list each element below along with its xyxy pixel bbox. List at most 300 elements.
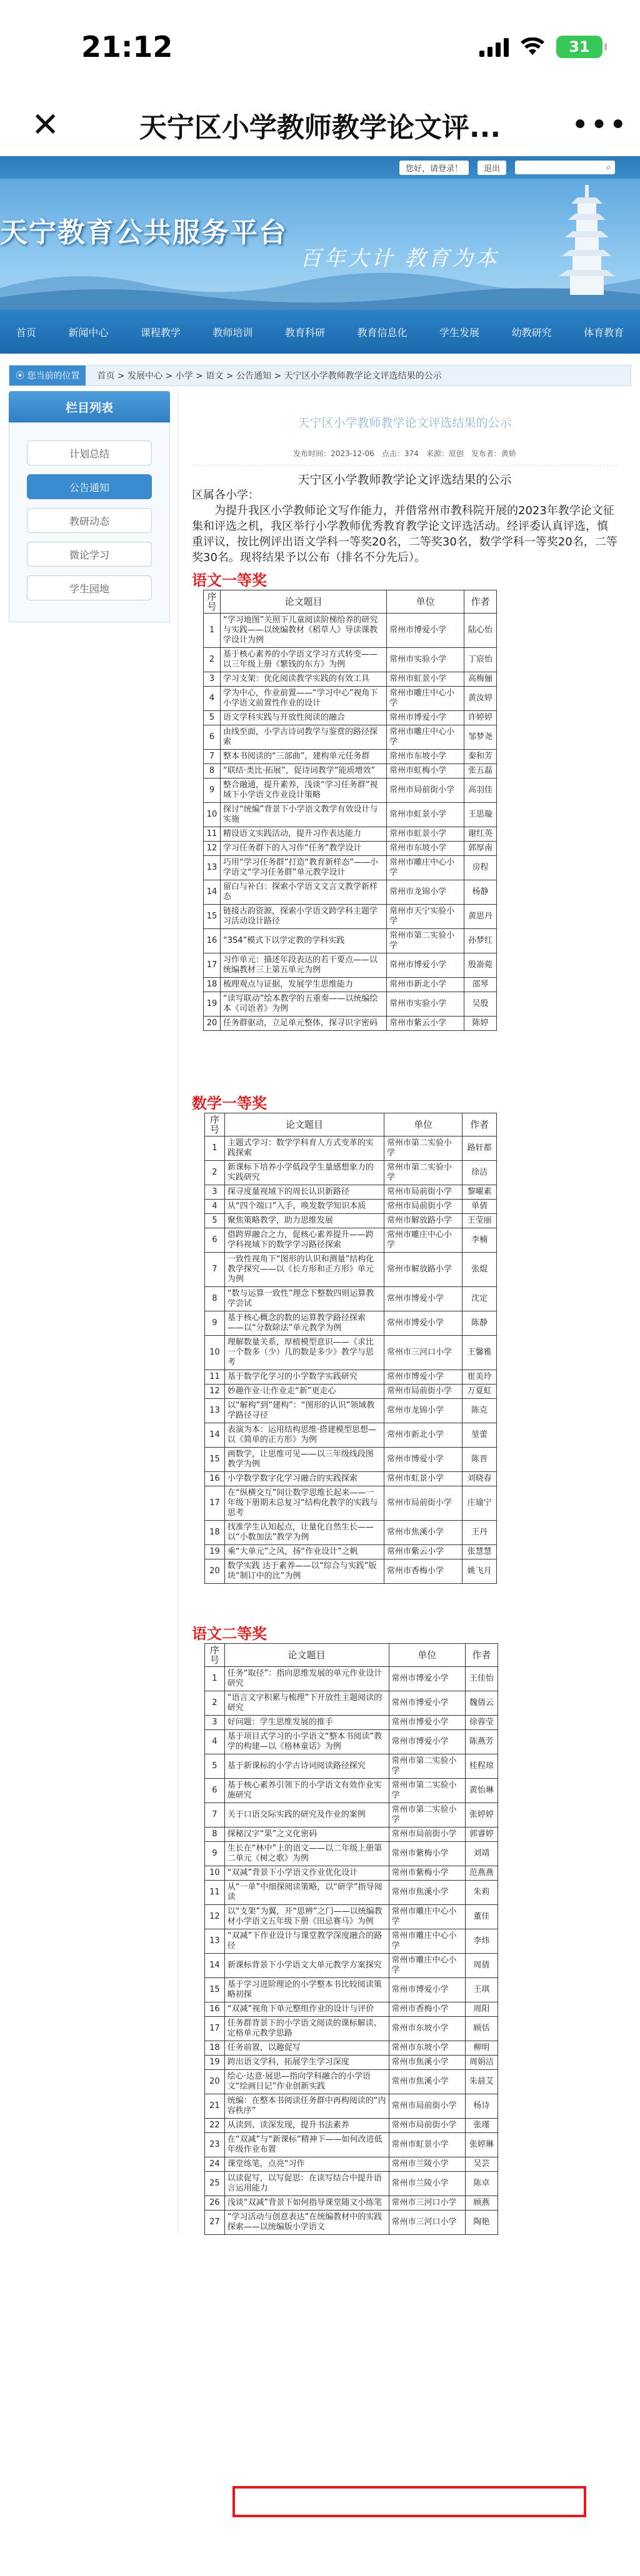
row-number: 20 (204, 1017, 221, 1031)
school-unit: 常州市博爱小学 (384, 1287, 462, 1311)
school-unit: 常州市第二实验小学 (389, 1803, 465, 1828)
school-unit: 常州市局前街小学 (384, 1185, 462, 1200)
main-menu (0, 310, 640, 354)
paper-title: 跨出语文学科，拓展学生学习深度 (224, 2056, 389, 2070)
row-number: 3 (204, 672, 221, 687)
paper-title: 链接古韵资源，探索小学语文跨学科主题学习活动设计路径 (221, 905, 387, 929)
author-name: 周倩 (465, 1954, 498, 1978)
author-name: 沈定 (462, 1287, 497, 1311)
table-row (205, 1370, 497, 1385)
row-number: 2 (204, 648, 221, 672)
signal-icon (479, 37, 509, 57)
website (0, 156, 640, 2235)
row-number: 11 (205, 1881, 225, 1905)
menu-item-preschool[interactable]: 幼教研究 (511, 326, 552, 339)
table-row (205, 1803, 498, 1828)
column-header: 论文题目 (224, 1644, 389, 1667)
table-row (204, 1017, 497, 1031)
school-unit: 常州市紫梅小学 (389, 1842, 465, 1866)
author-name: 路轩都 (462, 1136, 497, 1161)
column-header: 序号 (205, 1644, 225, 1667)
school-unit: 常州市雕庄中心小学 (389, 1929, 465, 1954)
column-header: 单位 (387, 590, 464, 614)
row-number: 17 (205, 2017, 225, 2041)
paper-title: 浅谈“双减”背景下如何指导课堂随文小练笔 (224, 2196, 389, 2210)
paper-title: 整合融通，提升素养，浅谈“学习任务群”视域下小学语文作业设计策略 (221, 778, 387, 803)
school-unit: 常州市雕庄中心小学 (387, 687, 464, 711)
author-name: 柳明 (465, 2041, 498, 2056)
sidebar-title: 栏目列表 (9, 391, 170, 422)
menu-item-research[interactable]: 教育科研 (284, 326, 325, 339)
row-number: 18 (205, 1521, 225, 1545)
row-number: 3 (205, 1185, 225, 1200)
author-name: 张慧慧 (462, 1545, 497, 1559)
author-name: 陈燕芳 (465, 1730, 498, 1754)
row-number: 9 (204, 778, 221, 803)
breadcrumb-path[interactable]: 首页 > 发展中心 > 小学 > 语文 > 公告通知 > 天宁区小学教师教学论文评选结果的公示 (97, 371, 442, 381)
author-name: 陈晋 (462, 1448, 497, 1472)
paper-title: “双减”视角下单元整组作业的设计与评价 (224, 2002, 389, 2017)
author-name: 顾恬 (465, 2017, 498, 2041)
school-unit: 常州市虹景小学 (387, 827, 464, 842)
author-name: 张婷婷 (465, 1803, 498, 1828)
section-heading: 语文一等奖 (192, 572, 267, 589)
paper-title: 任务群驱动，立足单元整体，探寻识字密码 (221, 1017, 387, 1031)
row-number: 25 (205, 2172, 225, 2196)
table-row (205, 1929, 498, 1954)
row-number: 7 (205, 1803, 225, 1828)
author-name: 吴殷 (464, 992, 497, 1017)
school-unit: 常州市虹景小学 (387, 803, 464, 827)
author-name: 李楠 (462, 1228, 497, 1253)
paper-title: “数与运算一致性”理念下整数四则运算教学尝试 (224, 1287, 384, 1311)
author-name: 王思璇 (464, 803, 497, 827)
school-unit: 常州市博爱小学 (384, 1370, 462, 1385)
paper-title: 探秘汉字“果”之文化密码 (224, 1828, 389, 1842)
battery-icon (556, 36, 602, 58)
author-name: 王馨雅 (462, 1336, 497, 1370)
row-number: 18 (205, 2041, 225, 2056)
row-number: 7 (205, 1253, 225, 1287)
school-unit: 常州市实验小学 (387, 992, 464, 1017)
search-icon[interactable]: ⌕ (606, 162, 611, 172)
school-unit: 常州市龙锦小学 (387, 880, 464, 905)
table-row (205, 1448, 497, 1472)
paper-title: “学习地图”关照下儿童阅读阶梯给养的研究与实践——以统编教材《稻草人》导读课教学设计为例 (221, 614, 387, 648)
table-row (205, 1716, 498, 1730)
column-header: 论文题目 (224, 1113, 384, 1136)
school-unit: 常州市紫梅小学 (389, 1866, 465, 1881)
table-row (205, 1200, 497, 1214)
more-menu-button[interactable]: ••• (571, 107, 628, 142)
row-number: 7 (204, 750, 221, 764)
paper-title: “语言文字积累与梳理”下开放性主题阅读的研究 (224, 1691, 389, 1716)
paper-title: 语文学科实践与开放性阅读的融合 (221, 711, 387, 725)
author-name: 朱莉 (465, 1881, 498, 1905)
school-unit: 常州市新北小学 (387, 978, 464, 992)
table-row (205, 2172, 498, 2196)
table-row (205, 2002, 498, 2017)
school-unit: 常州市局前街小学 (389, 2094, 465, 2119)
author-name: 黄思丹 (464, 905, 497, 929)
paper-title: 习作单元：描述年段表达的若干要点——以统编教材三上第五单元为例 (221, 953, 387, 978)
paper-title: 从读到、读深发现，提升书法素养 (224, 2119, 389, 2133)
paper-title: 由线至面，小学古诗词教学与鉴赏的路径探索 (221, 725, 387, 750)
table-row (204, 929, 497, 953)
table-row (205, 1521, 497, 1545)
table-row (205, 1185, 497, 1200)
row-number: 19 (205, 1545, 225, 1559)
table-row (205, 2070, 498, 2094)
table-row (205, 1828, 498, 1842)
school-unit: 常州市雕庄中心小学 (384, 1228, 462, 1253)
school-unit: 常州市紫云小学 (387, 1017, 464, 1031)
paper-title: 探讨“统编”背景下小学语文教学有效设计与实施 (221, 803, 387, 827)
breadcrumb (9, 365, 631, 386)
author-name: 顾燕 (465, 2196, 498, 2210)
row-number: 15 (204, 905, 221, 929)
row-number: 4 (205, 1200, 225, 1214)
row-number: 24 (205, 2157, 225, 2172)
paper-title: “学习活动与创意表达”在统编教材中的实践探索——以统编版小学语文 (224, 2210, 389, 2235)
school-unit: 常州市三河口小学 (384, 1336, 462, 1370)
article (178, 391, 631, 2235)
school-unit: 常州市第二实验小学 (387, 929, 464, 953)
author-name: 王佳怡 (465, 1667, 498, 1691)
site-banner (0, 179, 640, 310)
paper-title: 任务前置，以趣促写 (224, 2041, 389, 2056)
location-label: ⦿ 您当前的位置 (9, 366, 86, 385)
author-name: 丁宸怡 (464, 648, 497, 672)
author-name: 陈静 (462, 1311, 497, 1336)
menu-item-news[interactable]: 新闻中心 (68, 326, 109, 339)
paper-title: 以“解构”到“建构”：“图形的认识”领域教学路径寻径 (224, 1399, 384, 1423)
table-row (205, 1399, 497, 1423)
table-row (204, 750, 497, 764)
site-logo-title: 天宁教育公共服务平台 (0, 217, 288, 249)
table-row (205, 1905, 498, 1929)
paper-title: 在“纵横交互”间让数学思维长起来——一年级下册期末总复习“结构化教学的实践与思考 (224, 1486, 384, 1521)
row-number: 17 (205, 1486, 225, 1521)
paper-title: 学为中心，作业前置——“学习中心”视角下小学语文前置性作业的设计 (221, 687, 387, 711)
school-unit: 常州市紫云小学 (384, 1545, 462, 1559)
highlight-box (232, 2486, 586, 2517)
school-unit: 常州市东坡小学 (389, 2017, 465, 2041)
row-number: 21 (205, 2094, 225, 2119)
school-unit: 常州市焦溪小学 (389, 2070, 465, 2094)
author-name: 徐洁 (462, 1161, 497, 1185)
paper-title: 精设语文实践活动，提升习作表达能力 (221, 827, 387, 842)
author-name: 邹梦尧 (464, 725, 497, 750)
school-unit: 常州市虹景小学 (389, 2133, 465, 2157)
row-number: 14 (205, 1423, 225, 1448)
login-link[interactable]: 您好，请登录！ (399, 161, 469, 175)
paper-title: 基于学习进阶理论的小学整本书比较阅读策略初探 (224, 1978, 389, 2002)
school-unit: 常州市兰陵小学 (389, 2172, 465, 2196)
row-number: 10 (205, 1336, 225, 1370)
school-unit: 常州市雕庄中心小学 (387, 856, 464, 880)
school-unit: 常州市博爱小学 (387, 614, 464, 648)
site-search-input[interactable] (515, 161, 615, 174)
paper-title: 统编：在整本书阅读任务群中再构阅读的“内容秩序” (224, 2094, 389, 2119)
school-unit: 常州市解放路小学 (384, 1214, 462, 1228)
table-row (205, 1253, 497, 1287)
table-row (205, 1228, 497, 1253)
school-unit: 常州市香梅小学 (384, 1559, 462, 1584)
author-name: 桂程琼 (465, 1754, 498, 1779)
table-row (205, 1667, 498, 1691)
table-row (204, 842, 497, 856)
row-number: 18 (204, 978, 221, 992)
row-number: 23 (205, 2133, 225, 2157)
table-row (205, 2119, 498, 2133)
school-unit: 常州市博爱小学 (384, 1311, 462, 1336)
author-name: 陶艳 (465, 2210, 498, 2235)
award-section (192, 1621, 618, 2235)
award-table (203, 590, 497, 1031)
row-number: 8 (204, 764, 221, 778)
table-row (204, 880, 497, 905)
paper-title: 数学实践 达于素养——以“综合与实践”版块“制订中的比”为例 (224, 1559, 384, 1584)
author-name: 陈克 (462, 1399, 497, 1423)
section-heading: 数学一等奖 (192, 1095, 267, 1112)
table-row (205, 1545, 497, 1559)
table-row (205, 2157, 498, 2172)
menu-item-sports[interactable]: 体育教育 (584, 326, 624, 339)
paper-title: 新课标背景下小学语文大单元教学方案探究 (224, 1954, 389, 1978)
table-row (205, 1779, 498, 1803)
school-unit: 常州市第二实验小学 (384, 1136, 462, 1161)
table-header-row (205, 1113, 497, 1136)
table-row (205, 2196, 498, 2210)
paper-title: 巧用“学习任务群”打造“教育新样态”——小学语文“学习任务群”单元教学设计 (221, 856, 387, 880)
sidebar-item-student-garden[interactable]: 学生园地 (27, 575, 152, 600)
row-number: 19 (204, 992, 221, 1017)
table-row (205, 1136, 497, 1161)
paper-title: “双减”背景下小学语文作业优化设计 (224, 1866, 389, 1881)
author-name: 杨诗 (465, 2094, 498, 2119)
author-name: 范燕燕 (465, 1866, 498, 1881)
paper-title: 基于核心概念的数的运算教学路径探索——以“分数除法”单元教学为例 (224, 1311, 384, 1336)
row-number: 12 (205, 1905, 225, 1929)
column-header: 序号 (205, 1113, 225, 1136)
article-title: 天宁区小学教师教学论文评选结果的公示 (298, 416, 512, 430)
table-row (205, 1754, 498, 1779)
site-slogan: 百年大计 教育为本 (300, 246, 499, 271)
table-row (205, 1287, 497, 1311)
row-number: 26 (205, 2196, 225, 2210)
school-unit: 常州市东坡小学 (389, 2041, 465, 2056)
award-section (192, 568, 618, 1031)
table-row (204, 778, 497, 803)
table-row (204, 803, 497, 827)
school-unit: 常州市博爱小学 (389, 1667, 465, 1691)
menu-item-it[interactable]: 教育信息化 (357, 326, 408, 339)
paper-title: 以“支架”为翼，开“思辨”之门——以统编教材小学语文五年级下册《田忌赛马》为例 (224, 1905, 389, 1929)
menu-item-curriculum[interactable]: 课程教学 (140, 326, 181, 339)
school-unit: 常州市虹景小学 (387, 672, 464, 687)
school-unit: 常州市虹梅小学 (387, 764, 464, 778)
row-number: 1 (205, 1667, 225, 1691)
row-number: 14 (204, 880, 221, 905)
school-unit: 常州市龙锦小学 (384, 1399, 462, 1423)
close-icon[interactable]: ✕ (31, 105, 60, 144)
author-name: 殷嵛菀 (464, 953, 497, 978)
paper-title: 表演为本：运用结构思维·搭建模型思想—以《简单的正方形》为例 (224, 1423, 384, 1448)
award-section (192, 1091, 618, 1584)
row-number: 4 (204, 687, 221, 711)
row-number: 1 (204, 614, 221, 648)
table-row (205, 2056, 498, 2070)
table-header-row (205, 1644, 498, 1667)
row-number: 17 (204, 953, 221, 978)
table-row (205, 1691, 498, 1716)
school-unit: 常州市东坡小学 (387, 750, 464, 764)
school-unit: 常州市雕庄中心小学 (389, 1905, 465, 1929)
school-unit: 常州市博爱小学 (389, 1691, 465, 1716)
row-number: 4 (205, 1730, 225, 1754)
paper-title: “读写联动”绘本教学的五重奏——以统编绘本《司语者》为例 (221, 992, 387, 1017)
row-number: 22 (205, 2119, 225, 2133)
author-name: 陈婷 (464, 1017, 497, 1031)
paper-title: 基于项目式学习的小学语文“整本书阅读”教学的构建—以《格林童话》为例 (224, 1730, 389, 1754)
table-row (204, 764, 497, 778)
logout-link[interactable]: 退出 (478, 161, 506, 175)
row-number: 6 (205, 1779, 225, 1803)
sidebar-item-research-news[interactable]: 教研动态 (27, 508, 152, 533)
award-table (204, 1113, 497, 1584)
column-header: 序号 (204, 590, 221, 614)
author-name: 谢红英 (464, 827, 497, 842)
school-unit: 常州市实验小学 (387, 648, 464, 672)
row-number: 16 (204, 929, 221, 953)
school-unit: 常州市局前街小学 (389, 2119, 465, 2133)
table-row (205, 1423, 497, 1448)
author-name: 周娟洁 (465, 2056, 498, 2070)
row-number: 3 (205, 1716, 225, 1730)
author-name: 刘靖 (465, 1842, 498, 1866)
sidebar-item-plans[interactable]: 计划总结 (27, 440, 152, 465)
row-number: 11 (204, 827, 221, 842)
author-name: 黄汝婷 (464, 687, 497, 711)
table-row (204, 992, 497, 1017)
document-greeting: 区属各小学： (192, 489, 259, 502)
page-title: 天宁区小学教师教学论文评... (139, 111, 501, 144)
table-row (204, 687, 497, 711)
content-area (9, 391, 631, 2235)
status-icons (479, 36, 602, 58)
table-row (205, 2041, 498, 2056)
row-number: 10 (204, 803, 221, 827)
paper-title: 借跨界融合之力，促核心素养提升——跨学科视域下的数学学习路径探索 (224, 1228, 384, 1253)
school-unit: 常州市第二实验小学 (389, 1754, 465, 1779)
menu-item-home[interactable]: 首页 (16, 326, 36, 339)
author-name: 郭睿婷 (465, 1828, 498, 1842)
row-number: 2 (205, 1691, 225, 1716)
school-unit: 常州市东坡小学 (387, 842, 464, 856)
author-name: 单倩 (462, 1200, 497, 1214)
sidebar-item-micro-learning[interactable]: 微论学习 (27, 542, 152, 567)
paper-title: 理解数量关系，厚植模型意识——《求比一个数多（少）几的数是多少》教学与思考 (224, 1336, 384, 1370)
author-name: 黄怡琳 (465, 1779, 498, 1803)
paper-title: 学习支架：优化阅读教学实践的有效工具 (221, 672, 387, 687)
column-header: 单位 (384, 1113, 462, 1136)
author-name: 张瑾 (465, 2119, 498, 2133)
author-name: 邵琴 (464, 978, 497, 992)
school-unit: 常州市焦溪小学 (389, 2056, 465, 2070)
author-name: 姚飞月 (462, 1559, 497, 1584)
author-name: 周阳 (465, 2002, 498, 2017)
school-unit: 常州市博爱小学 (389, 1978, 465, 2002)
table-row (205, 1881, 498, 1905)
school-unit: 常州市雕庄中心小学 (387, 725, 464, 750)
wifi-icon (520, 37, 545, 56)
paper-title: 留白与补白：探索小学语文文言文教学新样态 (221, 880, 387, 905)
column-header: 作者 (465, 1644, 498, 1667)
paper-title: 绘心·达意·展思—指向学科融合的小学语文“绘画日记”作业创新实践 (224, 2070, 389, 2094)
row-number: 9 (205, 1311, 225, 1336)
menu-item-student[interactable]: 学生发展 (439, 326, 480, 339)
row-number: 13 (204, 856, 221, 880)
table-row (204, 827, 497, 842)
paper-title: 画数学，让思维可见——以三年级线段图教学为例 (224, 1448, 384, 1472)
school-unit: 常州市博爱小学 (387, 711, 464, 725)
table-row (205, 1385, 497, 1399)
paper-title: 小学数学数字化学习融合的实践探索 (224, 1472, 384, 1486)
author-name: 陈卓 (465, 2172, 498, 2196)
table-row (205, 1214, 497, 1228)
school-unit: 常州市局前街小学 (384, 1486, 462, 1521)
author-name: 徐蓉莹 (465, 1716, 498, 1730)
row-number: 13 (205, 1399, 225, 1423)
row-number: 15 (205, 1448, 225, 1472)
paper-title: 从“一单”中细探阅读策略，以“研学”指导阅读 (224, 1881, 389, 1905)
table-row (204, 978, 497, 992)
table-row (204, 614, 497, 648)
paper-title: 聚焦策略教学，助力思维发展 (224, 1214, 384, 1228)
school-unit: 常州市博爱小学 (384, 1448, 462, 1472)
author-name: 王莹丽 (462, 1214, 497, 1228)
paper-title: 学习任务群下的入习作“任务”教学设计 (221, 842, 387, 856)
sidebar-item-notices[interactable]: 公告通知 (27, 474, 152, 499)
author-name: 朱晨艾 (465, 2070, 498, 2094)
row-number: 14 (205, 1954, 225, 1978)
school-unit: 常州市博爱小学 (389, 1730, 465, 1754)
table-row (205, 1161, 497, 1185)
author-name: 庄瑜宁 (462, 1486, 497, 1521)
author-name: 许婷婷 (464, 711, 497, 725)
table-row (205, 1336, 497, 1370)
row-number: 1 (205, 1136, 225, 1161)
paper-title: 关于口语交际实践的研究及作业的案例 (224, 1803, 389, 1828)
author-name: 黎曜素 (462, 1185, 497, 1200)
row-number: 10 (205, 1866, 225, 1881)
section-heading: 语文二等奖 (192, 1625, 267, 1643)
table-row (205, 1486, 497, 1521)
award-table (204, 1643, 498, 2235)
row-number: 12 (205, 1385, 225, 1399)
author-name: 高羽佳 (464, 778, 497, 803)
menu-item-training[interactable]: 教师培训 (212, 326, 253, 339)
author-name: 房程 (464, 856, 497, 880)
paper-title: 课堂练笔，点亮“习作 (224, 2157, 389, 2172)
site-topbar (0, 156, 640, 179)
paper-title: 探寻度量视域下的周长认识新路径 (224, 1185, 384, 1200)
table-row (205, 1954, 498, 1978)
school-unit: 常州市解放路小学 (384, 1253, 462, 1287)
author-name: 崔美玲 (462, 1370, 497, 1385)
author-name: 王丹 (462, 1521, 497, 1545)
